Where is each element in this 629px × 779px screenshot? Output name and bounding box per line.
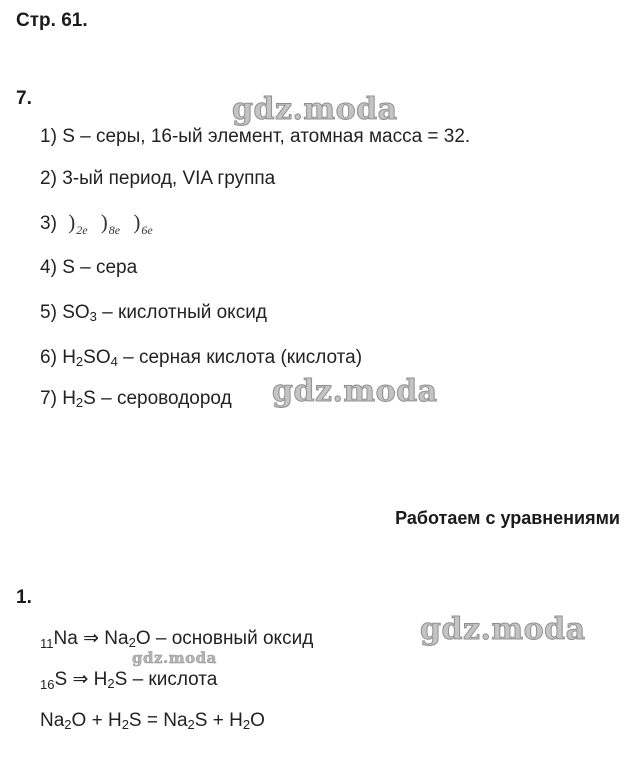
formula: $SO_3$ xyxy=(62,302,97,324)
arrow-icon: ⇒ xyxy=(83,628,99,649)
task7-number: 7. xyxy=(16,88,32,109)
item-index: 7) xyxy=(40,388,57,409)
task7-item-6 xyxy=(40,347,362,369)
task7-item-3 xyxy=(40,210,161,238)
arrow-icon: ⇒ xyxy=(72,669,89,690)
reaction-line-1 xyxy=(40,627,313,651)
electron-shell-3: )$_{6e}$ xyxy=(133,210,153,237)
product-formula: $Na_2O$ xyxy=(104,628,151,650)
page-header: Стр. 61. xyxy=(16,10,88,31)
task7-item-2 xyxy=(40,168,275,190)
atomic-number: 11 xyxy=(40,636,54,651)
electron-shell-2: )$_{8e}$ xyxy=(100,210,121,237)
item-text: – серная кислота (кислота) xyxy=(123,347,363,368)
watermark-logo: gdz.moda xyxy=(132,649,217,667)
reaction-equation: $Na_2O + H_2S = Na_2S + H_2O$ xyxy=(40,710,265,732)
item-index: 5) xyxy=(40,302,57,323)
item-index: 2) xyxy=(40,168,57,189)
task7-item-1 xyxy=(40,126,470,148)
watermark-logo: gdz.moda xyxy=(272,374,438,409)
product-formula: $H_2S$ xyxy=(93,669,128,691)
task7-item-4 xyxy=(40,257,137,279)
task7-item-5 xyxy=(40,302,267,324)
item-text: – сероводород xyxy=(101,388,232,409)
reaction-description: – кислота xyxy=(132,669,218,690)
item-index: 6) xyxy=(40,347,57,368)
section-title: Работаем с уравнениями xyxy=(395,508,620,528)
watermark-logo: gdz.moda xyxy=(420,612,586,647)
item-index: 3) xyxy=(40,213,57,234)
item-index: 1) xyxy=(40,126,57,147)
element-symbol: Na xyxy=(53,628,78,649)
element-symbol: S xyxy=(54,669,68,690)
task1-number: 1. xyxy=(16,587,32,608)
item-text: 3-ый период, VIA группа xyxy=(62,168,276,189)
electron-shell-1: )$_{2e}$ xyxy=(68,210,88,237)
task7-item-7 xyxy=(40,388,232,410)
item-text: S – серы, 16-ый элемент, атомная масса = 32. xyxy=(62,126,471,147)
item-index: 4) xyxy=(40,257,57,278)
reaction-description: – основный оксид xyxy=(155,628,314,649)
atomic-number: 16 xyxy=(40,677,55,692)
formula: $H_2S$ xyxy=(62,388,96,410)
reaction-line-2 xyxy=(40,668,217,692)
item-text: – кислотный оксид xyxy=(102,302,267,323)
formula: $H_2SO_4$ xyxy=(62,347,118,369)
item-text: S – сера xyxy=(62,257,138,278)
watermark-logo: gdz.moda xyxy=(232,92,398,127)
